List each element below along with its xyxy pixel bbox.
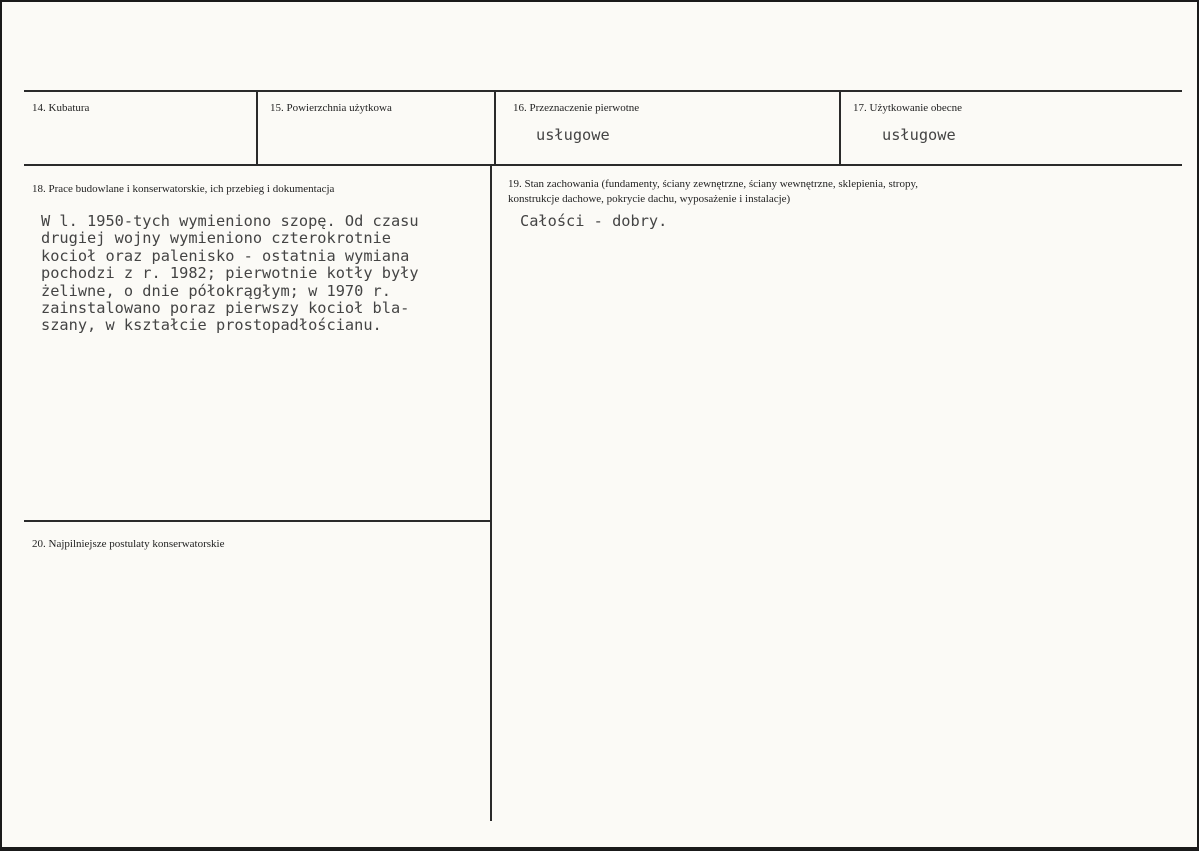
rule-middle xyxy=(24,164,1182,166)
field-20-label: 20. Najpilniejsze postulaty konserwatorskie xyxy=(32,538,225,550)
field-15-label: 15. Powierzchnia użytkowa xyxy=(270,102,392,114)
field-18-line: pochodzi z r. 1982; pierwotnie kotły były xyxy=(41,264,419,282)
field-18-line: drugiej wojny wymieniono czterokrotnie xyxy=(41,229,391,247)
divider-15-16 xyxy=(494,91,496,165)
divider-main xyxy=(490,165,492,821)
field-16-value: usługowe xyxy=(536,126,610,144)
field-14-label: 14. Kubatura xyxy=(32,102,90,114)
field-19-value: Całości - dobry. xyxy=(520,212,668,230)
field-16-label: 16. Przeznaczenie pierwotne xyxy=(513,102,640,114)
field-18-line: zainstalowano poraz pierwszy kocioł bla- xyxy=(41,299,410,317)
field-18-line: szany, w kształcie prostopadłościanu. xyxy=(41,316,382,334)
field-18-label: 18. Prace budowlane i konserwatorskie, ich przebieg i dokumentacja xyxy=(32,183,335,195)
field-18-line: żeliwne, o dnie półokrągłym; w 1970 r. xyxy=(41,282,391,300)
field-19-label-line-2: konstrukcje dachowe, pokrycie dachu, wyposażenie i instalacje) xyxy=(508,193,791,205)
rule-top xyxy=(24,90,1182,92)
divider-14-15 xyxy=(256,91,258,165)
field-17-label: 17. Użytkowanie obecne xyxy=(853,102,963,114)
rule-lower-left xyxy=(24,520,492,522)
divider-16-17 xyxy=(839,91,841,165)
field-19-label-line-1: 19. Stan zachowania (fundamenty, ściany zewnętrzne, ściany wewnętrzne, sklepienia, stropy, xyxy=(508,178,919,190)
field-17-value: usługowe xyxy=(882,126,956,144)
record-card xyxy=(2,2,1197,847)
field-18-line: kocioł oraz palenisko - ostatnia wymiana xyxy=(41,247,410,265)
field-18-line: W l. 1950-tych wymieniono szopę. Od czasu xyxy=(41,212,419,230)
